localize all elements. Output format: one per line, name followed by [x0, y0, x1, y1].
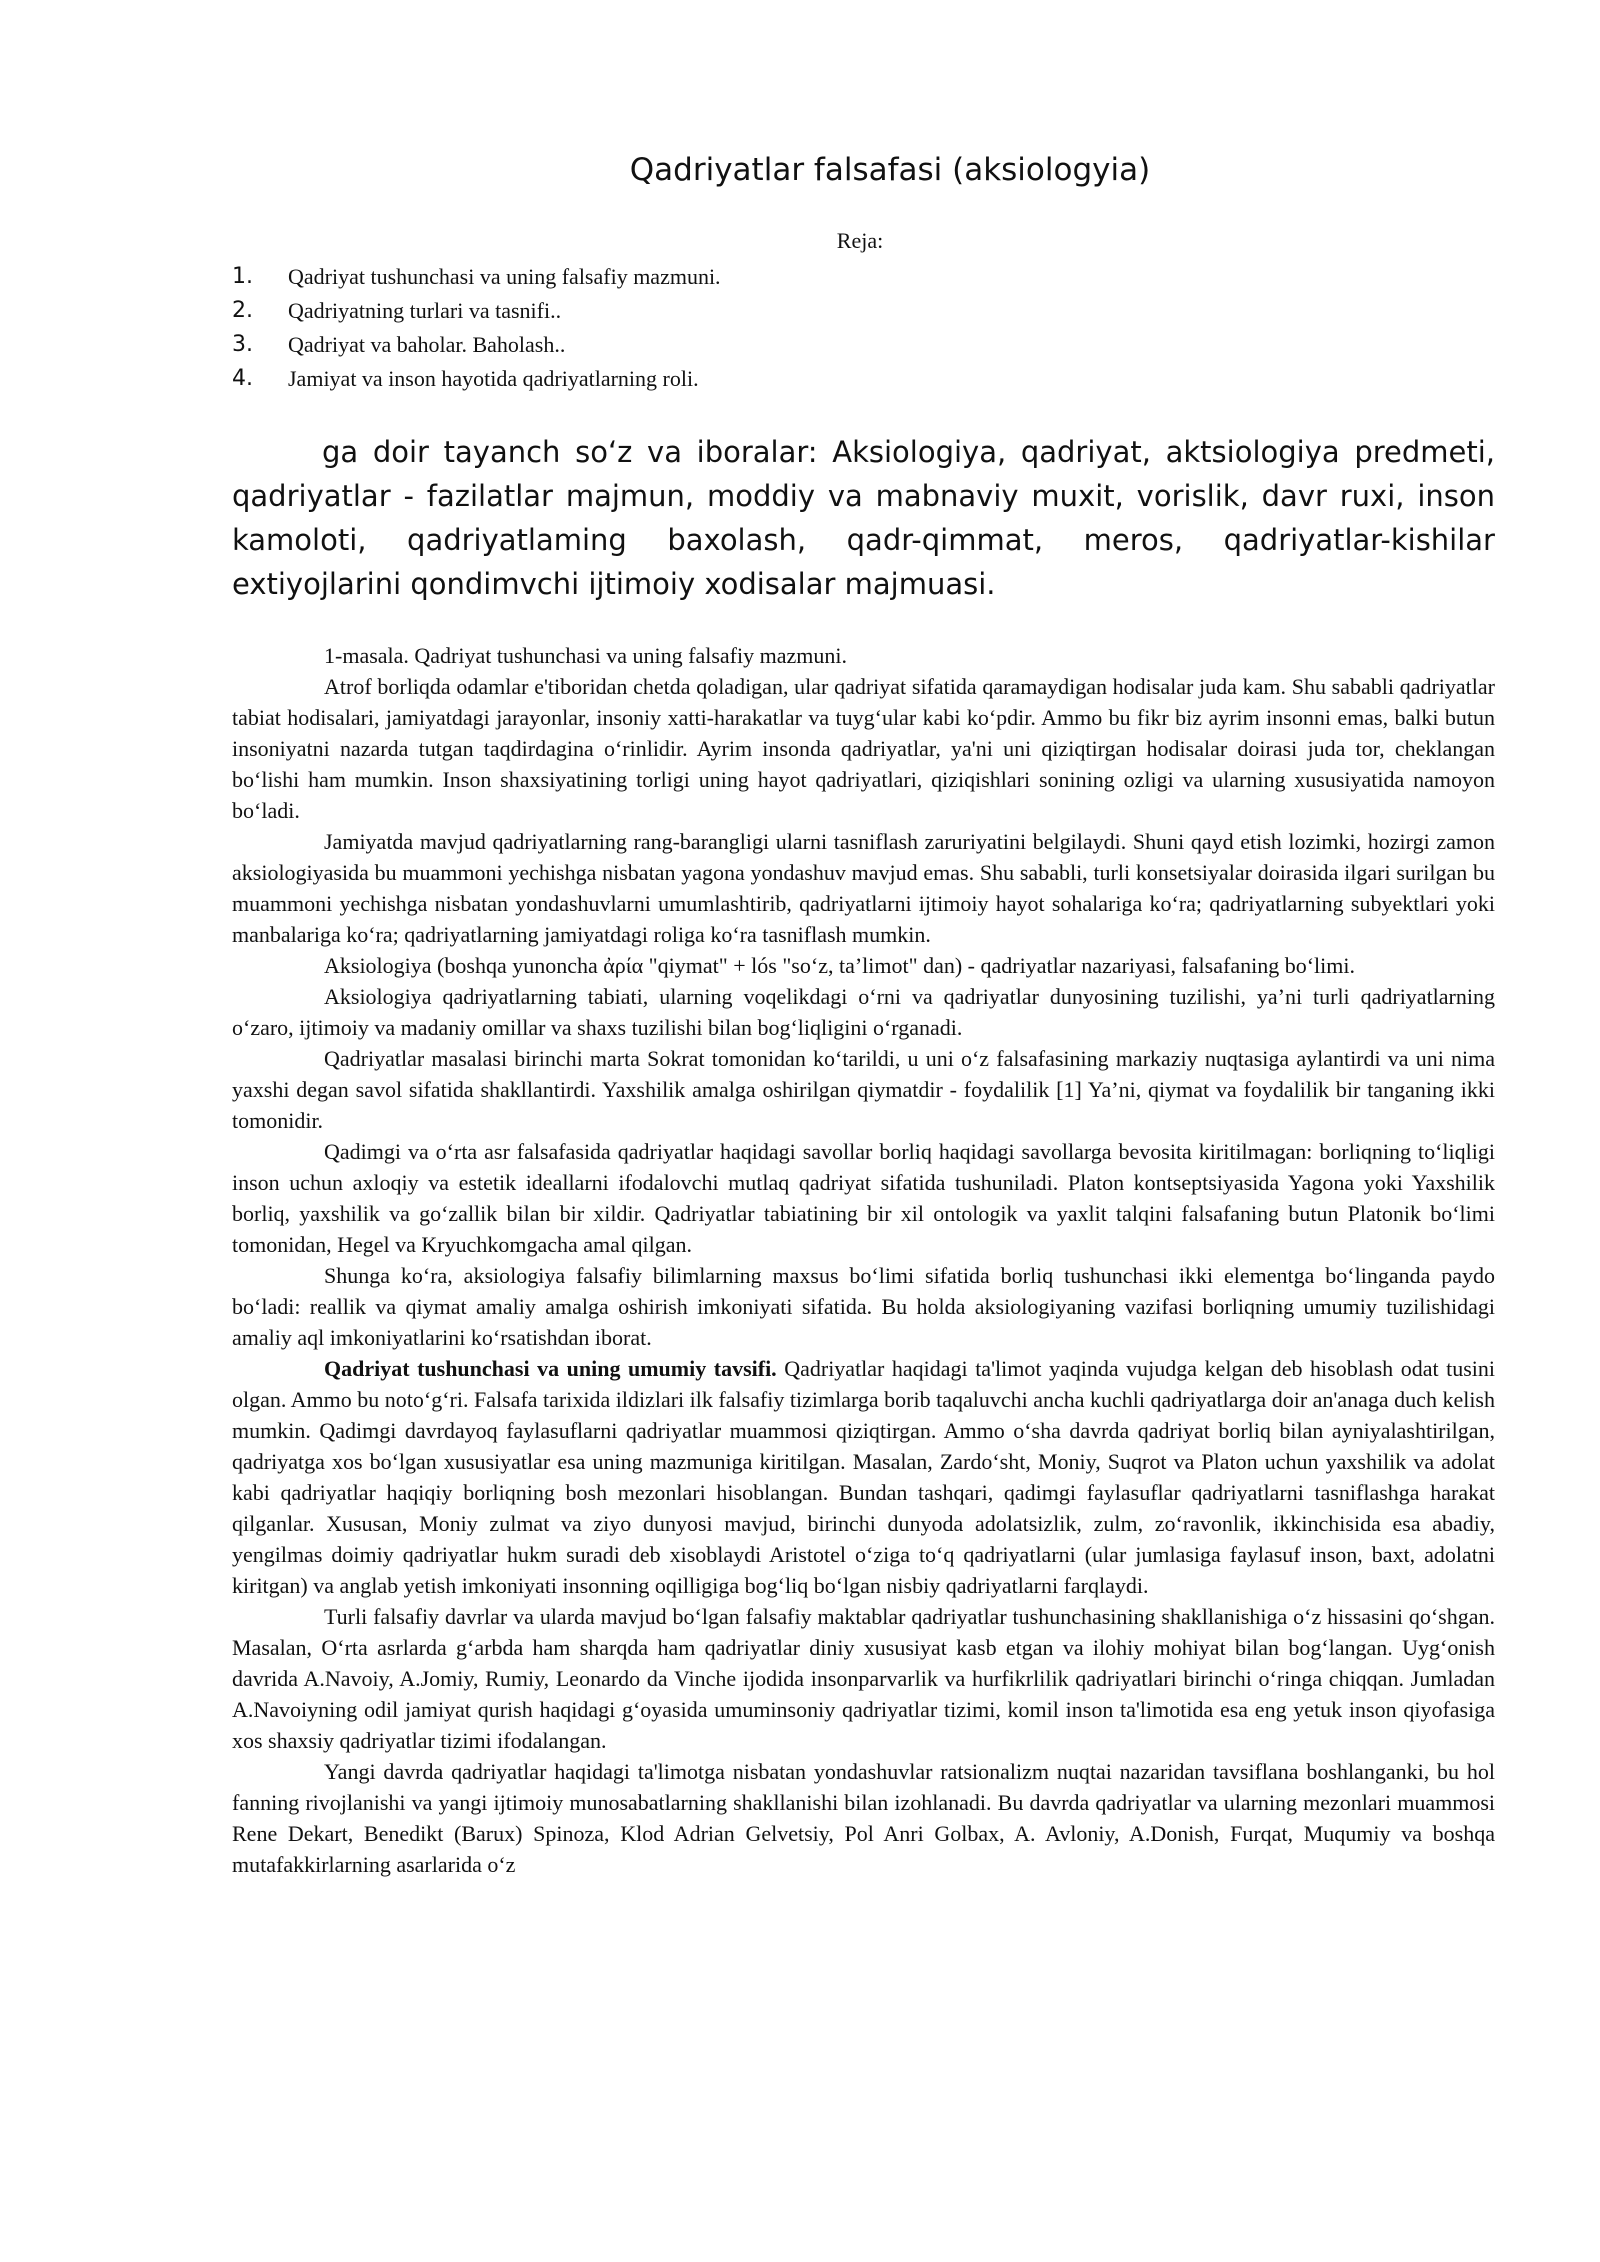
body-paragraph: Turli falsafiy davrlar va ularda mavjud bo‘lgan falsafiy maktablar qadriyatlar tushunchasining shakllanishiga o‘z hissasini qo‘shgan. Masalan, O‘rta asrlarda g‘arbda ham sharqda ham qadriyatlar diniy xususiyat kasb etgan va ilohiy mohiyat bilan bog‘langan. Uyg‘onish davrida A.Navoiy, A.Jomiy, Rumiy, Leonardo da Vinche ijodida insonparvarlik va hurfikrlilik qadriyatlari birinchi o‘ringa chiqqan. Jumladan A.Navoiyning odil jamiyat qurish haqidagi g‘oyasida umuminsoniy qadriyatlar tizimi, komil inson ta'limotida esa eng yetuk inson qiyofasiga xos shaxsiy qadriyatlar tizimi ifodalangan. [232, 1604, 1495, 1753]
keywords-paragraph: ga doir tayanch so‘z va iboralar: Aksiologiya, qadriyat, aktsiologiya predmeti, qadriyatlar - fazilatlar majmun, moddiy va mabnaviy muxit, vorislik, davr ruxi, inson kamoloti, qadriyatlaming baxolash, qadr-qimmat, meros, qadriyatlar-kishilar extiyojlarini qondimvchi ijtimoiy xodisalar majmuasi. [232, 435, 1495, 601]
plan-item [232, 260, 721, 294]
body-paragraph: Yangi davrda qadriyatlar haqidagi ta'limotga nisbatan yondashuvlar ratsionalizm nuqtai nazaridan tavsiflana boshlanganki, bu hol fanning rivojlanishi va yangi ijtimoiy munosabatlarning shakllanishi bilan izohlanadi. Bu davrda qadriyatlar va ularning mezonlari muammosi Rene Dekart, Benedikt (Barux) Spinoza, Klod Adrian Gelvetsiy, Pol Anri Golbax, A. Avloniy, A.Donish, Furqat, Muqumiy va boshqa mutafakkirlarning asarlarida o‘z [232, 1759, 1495, 1877]
body-paragraph: Qadriyatlar masalasi birinchi marta Sokrat tomonidan ko‘tarildi, u uni o‘z falsafasining markaziy nuqtasiga aylantirdi va uni nima yaxshi degan savol sifatida shakllantirdi. Yaxshilik amalga oshirilgan qiymatdir - foydalilik [1] Ya’ni, qiymat va foydalilik bir tanganing ikki tomonidir. [232, 1046, 1495, 1133]
plan-item-number: 4. [232, 366, 253, 391]
body-paragraph: Qadimgi va o‘rta asr falsafasida qadriyatlar haqidagi savollar borliq haqidagi savollarga bevosita kiritilmagan: borliqning to‘liqligi inson uchun axloqiy va estetik ideallarni ifodalovchi mutlaq qadriyat sifatida tushuniladi. Platon kontseptsiyasida Yagona yoki Yaxshilik borliq, yaxshilik va go‘zallik bilan bir xildir. Qadriyatlar tabiatining bir xil ontologik va yaxlit talqini falsafaning butun Platonik bo‘limi tomonidan, Hegel va Kryuchkomgacha amal qilgan. [232, 1139, 1495, 1257]
body-paragraph-text: Qadriyatlar haqidagi ta'limot yaqinda vujudga kelgan deb hisoblash odat tusini olgan. Ammo bu noto‘g‘ri. Falsafa tarixida ildizlari ilk falsafiy tizimlarga borib taqaluvchi ancha kuchli qadriyatlarga doir an'anaga duch kelish mumkin. Qadimgi davrdayoq faylasuflarni qadriyatlar muammosi qiziqtirgan. Ammo o‘sha davrda qadriyat borliq bilan ayniyalashtirilgan, qadriyatga xos bo‘lgan xususiyatlar esa uning mazmuniga kiritilgan. Masalan, Zardo‘sht, Moniy, Suqrot va Platon uchun yaxshilik va adolat kabi qadriyatlar haqiqiy borliqning bosh mezonlari hisoblangan. Bundan tashqari, qadimgi faylasuflar qadriyatlarni tasniflashga harakat qilganlar. Xususan, Moniy zulmat va ziyo dunyosi mavjud, birinchi dunyoda adolatsizlik, zulm, zo‘ravonlik, ikkinchisida esa abadiy, yengilmas doimiy qadriyatlar hukm suradi deb xisoblaydi Aristotel o‘ziga to‘q qadriyatlarni (ular jumlasiga faylasuf inson, baxt, adolatni kiritgan) va anglab yetish imkoniyati insonning oqilligiga bog‘liq bo‘lgan nisbiy qadriyatlarni farqlaydi. [232, 1356, 1495, 1598]
plan-item [232, 328, 721, 362]
plan-list [232, 260, 721, 396]
plan-item-number: 1. [232, 264, 253, 289]
plan-item-text: Qadriyatning turlari va tasnifi.. [288, 298, 562, 323]
plan-item [232, 362, 721, 396]
body-paragraph: Aksiologiya qadriyatlarning tabiati, ularning voqelikdagi o‘rni va qadriyatlar dunyosining tuzilishi, ya’ni turli qadriyatlarning o‘zaro, ijtimoiy va madaniy omillar va shaxs tuzilishi bilan bog‘liqligini o‘rganadi. [232, 984, 1495, 1040]
body-paragraph: Jamiyatda mavjud qadriyatlarning rang-barangligi ularni tasniflash zaruriyatini belgilaydi. Shuni qayd etish lozimki, hozirgi zamon aksiologiyasida bu muammoni yechishga nisbatan yagona yondashuv mavjud emas. Shu sababli, turli konsetsiyalar doirasida ilgari surilgan bu muammoni yechishga nisbatan yondashuvlarni umumlashtirib, qadriyatlarni ijtimoiy hayot sohalariga ko‘ra; qadriyatlarning subyektlari yoki manbalariga ko‘ra; qadriyatlarning jamiyatdagi roliga ko‘ra tasniflash mumkin. [232, 829, 1495, 947]
plan-heading: Reja: [836, 228, 884, 253]
document-body [232, 640, 1495, 1880]
plan-item-text: Qadriyat va baholar. Baholash.. [288, 332, 566, 357]
plan-item [232, 294, 721, 328]
plan-item-text: Jamiyat va inson hayotida qadriyatlarning roli. [288, 366, 699, 391]
body-paragraph: 1-masala. Qadriyat tushunchasi va uning falsafiy mazmuni. [324, 643, 847, 668]
body-paragraph: Shunga ko‘ra, aksiologiya falsafiy bilimlarning maxsus bo‘limi sifatida borliq tushunchasi ikki elementga bo‘linganda paydo bo‘ladi: reallik va qiymat amaliy amalga oshirish imkoniyati sifatida. Bu holda aksiologiyaning vazifasi borliqning umumiy tuzilishidagi amaliy aql imkoniyatlarini ko‘rsatishdan iborat. [232, 1263, 1495, 1350]
body-paragraph [232, 1353, 1495, 1601]
plan-item-number: 2. [232, 298, 253, 323]
document-title: Qadriyatlar falsafasi (aksiologyia) [629, 152, 1151, 188]
plan-item-text: Qadriyat tushunchasi va uning falsafiy mazmuni. [288, 264, 721, 289]
body-paragraph: Aksiologiya (boshqa yunoncha ἀρία "qiymat" + lós "so‘z, ta’limot" dan) - qadriyatlar nazariyasi, falsafaning bo‘limi. [324, 953, 1355, 978]
body-paragraph: Atrof borliqda odamlar e'tiboridan chetda qoladigan, ular qadriyat sifatida qaramaydigan hodisalar juda kam. Shu sababli qadriyatlar tabiat hodisalari, jamiyatdagi jarayonlar, insoniy xatti-harakatlar va tuyg‘ular kabi ko‘pdir. Ammo bu fikr biz ayrim insonni emas, balki butun insoniyatni nazarda tutgan taqdirdagina o‘rinlidir. Ayrim insonda qadriyatlar, ya'ni uni qiziqtirgan hodisalar doirasi juda tor, cheklangan bo‘lishi ham mumkin. Inson shaxsiyatining torligi uning hayot qadriyatlari, qiziqishlari sonining ozligi va ularning xususiyatida namoyon bo‘ladi. [232, 674, 1495, 823]
plan-item-number: 3. [232, 332, 253, 357]
section-heading: Qadriyat tushunchasi va uning umumiy tavsifi. [324, 1356, 777, 1381]
